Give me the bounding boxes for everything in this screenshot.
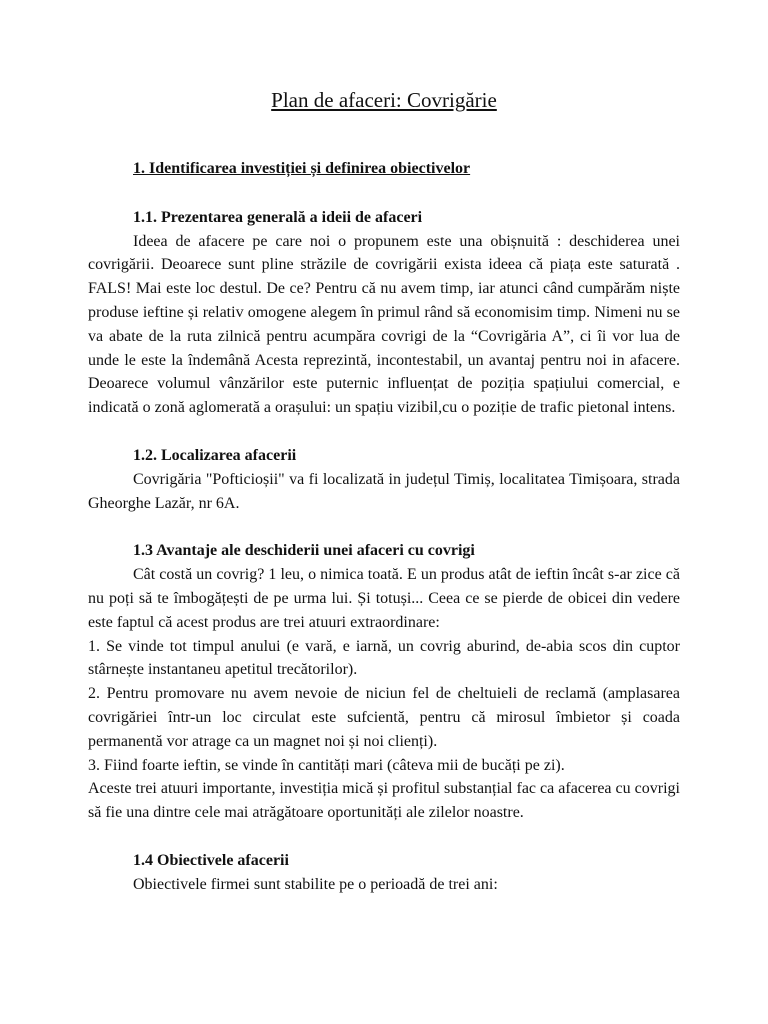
section-1-4-body: Obiectivele firmei sunt stabilite pe o perioadă de trei ani:: [133, 875, 498, 893]
list-item: 3. Fiind foarte ieftin, se vinde în cantități mari (câteva mii de bucăți pe zi).: [88, 756, 565, 774]
spacer: [88, 420, 680, 444]
section-1-4-heading: 1.4 Obiectivele afacerii: [133, 851, 289, 869]
section-1-3-intro: Cât costă un covrig? 1 leu, o nimica toată. E un produs atât de ieftin încât s-ar zice că nu poți să te îmbogățești de pe urma lui. Și totuși... Ceea ce se pierde de obicei din vedere este faptul că acest produs are trei atuuri extraordinare:: [88, 566, 680, 631]
section-1-1-heading: 1.1. Prezentarea generală a ideii de afaceri: [133, 208, 423, 226]
section-1-3-heading: 1.3 Avantaje ale deschiderii unei afaceri cu covrigi: [133, 542, 475, 560]
section-1-heading: 1. Identificarea investiției și definirea obiectivelor: [133, 160, 471, 177]
document-page: [88, 86, 680, 897]
section-1-1-body: Ideea de afacere pe care noi o propunem este una obișnuită : deschiderea unei covrigării. Deoarece sunt pline străzile de covrigării exista ideea că piața este saturată . FALS! Mai este loc destul. De ce? Pentru că nu avem timp, iar atunci când cumpărăm niște produse ieftine și relativ omogene alegem în primul rând să economisim timp. Nimeni nu se va abate de la ruta zilnică pentru acumpăra covrigi de la “Covrigăria A”, ci îi vor lua de unde le este la îndemână Acesta reprezintă, incontestabil, un avantaj pentru noi in afacere. Deoarece volumul vânzărilor este puternic influențat de poziția spațiului comercial, e indicată o zonă aglomerată a orașului: un spațiu vizibil,cu o poziție de trafic pietonal intens.: [88, 232, 680, 417]
spacer: [88, 515, 680, 539]
list-item: 2. Pentru promovare nu avem nevoie de niciun fel de cheltuieli de reclamă (amplasarea covrigăriei într-un loc circulat este sufcientă, pentru că mirosul îmbietor și coada permanentă vor atrage ca un magnet noi și noi clienți).: [88, 685, 680, 750]
list-item: 1. Se vinde tot timpul anului (e vară, e iarnă, un covrig aburind, de-abia scos din cuptor stârnește instantaneu apetitul trecătorilor).: [88, 637, 680, 679]
section-1-2-body: Covrigăria "Pofticioșii" va fi localizată in județul Timiș, localitatea Timișoara, strada Gheorghe Lazăr, nr 6A.: [88, 470, 680, 512]
section-1-2-heading: 1.2. Localizarea afacerii: [133, 446, 297, 464]
document-title: Plan de afaceri: Covrigărie: [271, 88, 497, 112]
spacer: [88, 825, 680, 849]
section-1-3-conclusion: Aceste trei atuuri importante, investiția mică și profitul substanțial fac ca afacerea cu covrigi să fie una dintre cele mai atrăgătoare oportunități ale zilelor noastre.: [88, 780, 680, 822]
